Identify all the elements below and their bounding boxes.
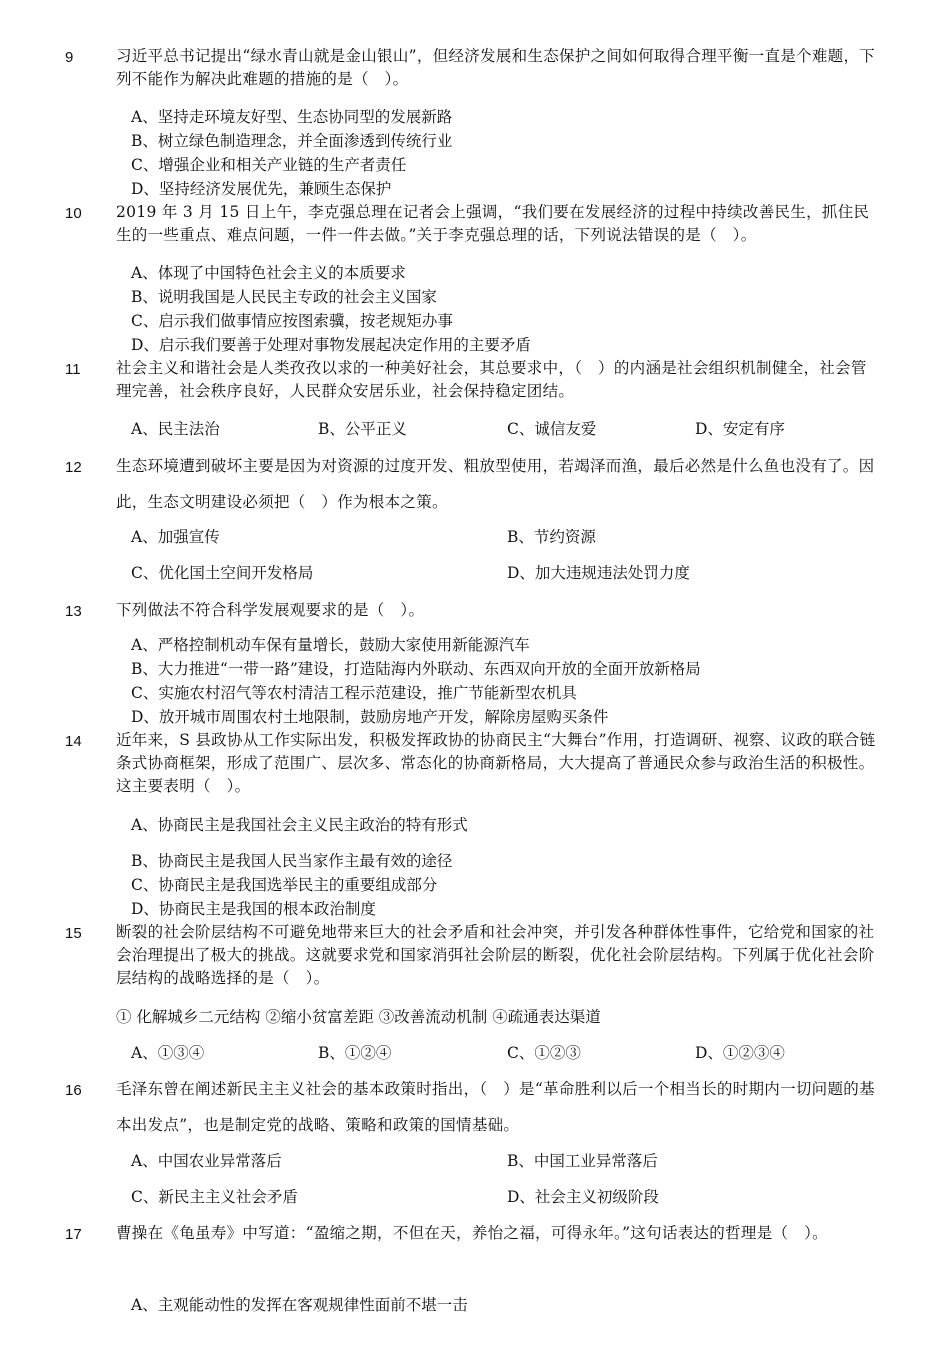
option-c[interactable]: C、诚信友爱: [507, 420, 597, 438]
option-a[interactable]: A、协商民主是我国社会主义民主政治的特有形式: [131, 816, 468, 834]
question-number: 9: [65, 49, 74, 66]
question-number: 13: [65, 603, 82, 620]
option-d[interactable]: D、社会主义初级阶段: [507, 1188, 659, 1206]
option-b[interactable]: B、①②④: [318, 1044, 392, 1062]
option-d[interactable]: D、①②③④: [695, 1044, 785, 1062]
option-b[interactable]: B、说明我国是人民民主专政的社会主义国家: [131, 288, 437, 306]
question-stem: 近年来，S 县政协从工作实际出发，积极发挥政协的协商民主“大舞台”作用，打造调研、视察、议政的联合链条式协商框架，形成了范围广、层次多、常态化的协商新格局，大大提高了普通民众参与政治生活的积极性。这主要表明（ ）。: [116, 731, 876, 795]
option-c[interactable]: C、启示我们做事情应按图索骥，按老规矩办事: [131, 312, 453, 330]
question-number: 17: [65, 1226, 82, 1243]
option-b[interactable]: B、节约资源: [507, 528, 596, 546]
option-b[interactable]: B、协商民主是我国人民当家作主最有效的途径: [131, 852, 453, 870]
option-c[interactable]: C、优化国土空间开发格局: [131, 564, 314, 582]
option-a[interactable]: A、①③④: [131, 1044, 205, 1062]
option-a[interactable]: A、坚持走环境友好型、生态协同型的发展新路: [131, 108, 453, 126]
option-a[interactable]: A、严格控制机动车保有量增长，鼓励大家使用新能源汽车: [131, 636, 530, 654]
option-b[interactable]: B、大力推进“一带一路”建设，打造陆海内外联动、东西双向开放的全面开放新格局: [131, 660, 701, 678]
question-stem: 断裂的社会阶层结构不可避免地带来巨大的社会矛盾和社会冲突，并引发各种群体性事件，它给党和国家的社会治理提出了极大的挑战。这就要求党和国家消弭社会阶层的断裂，优化社会阶层结构。下列属于优化社会阶层结构的战略选择的是（ ）。: [116, 923, 875, 987]
option-a[interactable]: A、中国农业异常落后: [131, 1152, 282, 1170]
option-d[interactable]: D、加大违规违法处罚力度: [507, 564, 690, 582]
question-number: 14: [65, 733, 82, 750]
option-c[interactable]: C、协商民主是我国选举民主的重要组成部分: [131, 876, 438, 894]
question-number: 10: [65, 205, 82, 222]
option-d[interactable]: D、安定有序: [695, 420, 785, 438]
option-d[interactable]: D、坚持经济发展优先，兼顾生态保护: [131, 180, 392, 198]
question-stem: 下列做法不符合科学发展观要求的是（ ）。: [116, 601, 425, 619]
question-stem: 习近平总书记提出“绿水青山就是金山银山”，但经济发展和生态保护之间如何取得合理平衡一直是个难题，下列不能作为解决此难题的措施的是（ ）。: [116, 47, 876, 88]
question-number: 15: [65, 925, 82, 942]
option-b[interactable]: B、树立绿色制造理念，并全面渗透到传统行业: [131, 132, 453, 150]
option-d[interactable]: D、协商民主是我国的根本政治制度: [131, 900, 376, 918]
question-stem: 社会主义和谐社会是人类孜孜以求的一种美好社会，其总要求中，（ ）的内涵是社会组织机制健全，社会管理完善，社会秩序良好，人民群众安居乐业，社会保持稳定团结。: [116, 359, 867, 400]
option-c[interactable]: C、新民主主义社会矛盾: [131, 1188, 298, 1206]
question-number: 11: [65, 361, 81, 378]
option-a[interactable]: A、加强宣传: [131, 528, 220, 546]
option-d[interactable]: D、放开城市周围农村土地限制，鼓励房地产开发，解除房屋购买条件: [131, 708, 609, 726]
option-a[interactable]: A、主观能动性的发挥在客观规律性面前不堪一击: [131, 1296, 468, 1314]
question-stem: 2019 年 3 月 15 日上午，李克强总理在记者会上强调，“我们要在发展经济的过程中持续改善民生，抓住民生的一些重点、难点问题，一件一件去做。”关于李克强总理的话，下列说法错误的是（ ）。: [116, 203, 870, 244]
question-stem: 曹操在《龟虽寿》中写道：“盈缩之期，不但在天，养怡之福，可得永年。”这句话表达的哲理是（ ）。: [116, 1224, 828, 1242]
option-b[interactable]: B、中国工业异常落后: [507, 1152, 658, 1170]
option-b[interactable]: B、公平正义: [318, 420, 407, 438]
option-c[interactable]: C、①②③: [507, 1044, 581, 1062]
question-stem: 生态环境遭到破坏主要是因为对资源的过度开发、粗放型使用，若竭泽而渔，最后必然是什么鱼也没有了。因此，生态文明建设必须把（ ）作为根本之策。: [116, 457, 875, 511]
option-a[interactable]: A、体现了中国特色社会主义的本质要求: [131, 264, 406, 282]
question-stem: 毛泽东曾在阐述新民主主义社会的基本政策时指出，（ ）是“革命胜利以后一个相当长的时期内一切问题的基本出发点”，也是制定党的战略、策略和政策的国情基础。: [116, 1080, 875, 1134]
question-number: 12: [65, 459, 82, 476]
option-d[interactable]: D、启示我们要善于处理对事物发展起决定作用的主要矛盾: [131, 336, 531, 354]
option-a[interactable]: A、民主法治: [131, 420, 220, 438]
option-c[interactable]: C、增强企业和相关产业链的生产者责任: [131, 156, 407, 174]
sub-statements: ① 化解城乡二元结构 ②缩小贫富差距 ③改善流动机制 ④疏通表达渠道: [116, 1008, 601, 1026]
question-number: 16: [65, 1082, 82, 1099]
option-c[interactable]: C、实施农村沼气等农村清洁工程示范建设，推广节能新型农机具: [131, 684, 577, 702]
